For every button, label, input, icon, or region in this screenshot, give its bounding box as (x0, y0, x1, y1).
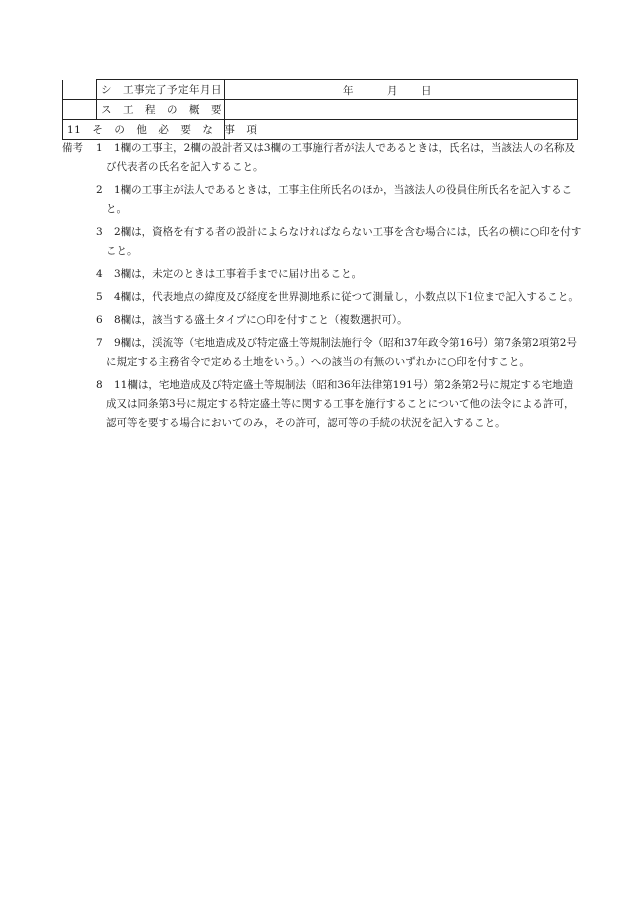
note-item (96, 265, 582, 284)
process-summary-label: ス 工 程 の 概 要 (97, 100, 225, 120)
other-matters-field[interactable] (225, 120, 578, 140)
note-text: 1欄の工事主が法人であるときは，工事主住所氏名のほか，当該法人の役員住所氏名を記入すること。 (106, 184, 573, 215)
table-row-other-matters (63, 120, 578, 140)
form-table (62, 79, 578, 140)
other-matters-label: 11 そ の 他 必 要 な 事 項 (63, 120, 225, 140)
note-number: 2 (96, 184, 103, 196)
notes-heading: 備考 (62, 142, 83, 154)
note-item (96, 139, 582, 177)
note-number: 8 (96, 379, 103, 391)
note-text: 8欄は，該当する盛土タイプに○印を付すこと（複数選択可）。 (114, 314, 408, 326)
process-summary-field[interactable] (225, 100, 578, 120)
note-text: 11欄は，宅地造成及び特定盛土等規制法（昭和36年法律第191号）第2条第2号に規定する宅地造成又は同条第3号に規定する特定盛土等に関する工事を施行することについて他の法令による許可，認可等を要する場合においてのみ，その許可，認可等の手続の状況を記入すること。 (106, 379, 575, 429)
note-text: 9欄は，渓流等（宅地造成及び特定盛土等規制法施行令（昭和37年政令第16号）第7条第2項第2号に規定する主務省令で定める土地をいう。）への該当の有無のいずれかに○印を付すこと。 (106, 337, 577, 368)
note-item (96, 288, 582, 307)
table-row-process-summary (63, 100, 578, 120)
note-number: 1 (96, 142, 103, 154)
month-label: 月 (387, 85, 398, 97)
table-row-completion-date (63, 80, 578, 100)
note-item (96, 223, 582, 261)
notes-list (62, 139, 582, 433)
note-item (96, 334, 582, 372)
day-label: 日 (421, 85, 432, 97)
note-number: 7 (96, 337, 103, 349)
note-text: 3欄は，未定のときは工事着手までに届け出ること。 (114, 268, 363, 280)
note-text: 2欄は，資格を有する者の設計によらなければならない工事を含む場合には，氏名の横に○印を付すこと。 (106, 226, 582, 257)
notes-section (62, 139, 582, 437)
note-item (96, 376, 582, 433)
note-number: 5 (96, 291, 103, 303)
completion-date-label: シ 工事完了予定年月日 (97, 80, 225, 100)
blank-cell (63, 100, 97, 120)
note-text: 1欄の工事主，2欄の設計者又は3欄の工事施行者が法人であるときは，氏名は，当該法人の名称及び代表者の氏名を記入すること。 (106, 142, 576, 173)
note-item (96, 181, 582, 219)
note-item (96, 311, 582, 330)
completion-date-field[interactable] (225, 80, 578, 100)
note-number: 4 (96, 268, 103, 280)
year-label: 年 (343, 85, 354, 97)
blank-cell (63, 80, 97, 100)
note-text: 4欄は，代表地点の緯度及び経度を世界測地系に従つて測量し，小数点以下1位まで記入すること。 (114, 291, 579, 303)
note-number: 6 (96, 314, 103, 326)
note-number: 3 (96, 226, 103, 238)
